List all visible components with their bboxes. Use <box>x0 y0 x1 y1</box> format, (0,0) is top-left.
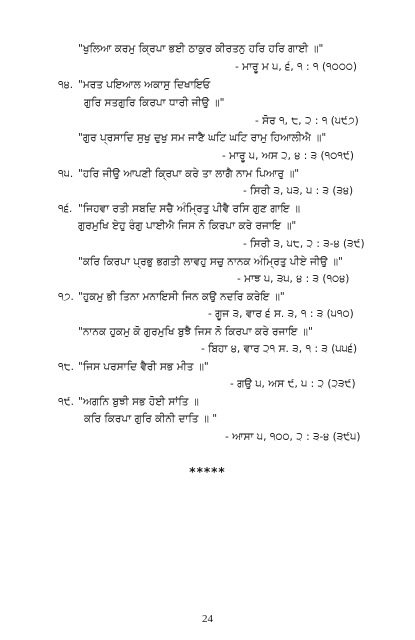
quote-line: ਗੁਰਮੁਖਿ ਏਹੁ ਰੰਗੁ ਪਾਈਐ ਜਿਸ ਨੋ ਕਿਰਪਾ ਕਰੇ ਰਜਾਇ ॥" <box>78 220 297 232</box>
quote-line: "ਗੁਰ ਪ੍ਰਸਾਦਿ ਸੁਖੁ ਦੁਖੁ ਸਮ ਜਾਣੈ ਘਟਿ ਘਟਿ ਰਾਮੁ ਹਿਆਲੀਐ ॥" <box>78 132 327 144</box>
quote-line: "ਅਗਨਿ ਬੁਝੀ ਸਭ ਹੋਈ ਸਾਂਤਿ ॥ <box>78 396 199 408</box>
quote-line: "ਖੁਲਿਆ ਕਰਮੁ ਕ੍ਰਿਪਾ ਭਈ ਠਾਕੁਰ ਕੀਰਤਨੁ ਹਰਿ ਹਰਿ ਗਾਈ ॥" <box>78 43 324 55</box>
quote-line: "ਜਿਹਵਾ ਰਤੀ ਸਬਦਿ ਸਚੈ ਅੰਮ੍ਰਿਤੁ ਪੀਵੈ ਰਸਿ ਗੁਣ ਗਾਇ ॥ <box>78 203 301 215</box>
entry-number: ੧੮. <box>58 361 74 373</box>
quote-line: ਗੁਰਿ ਸਤਗੁਰਿ ਕਿਰਪਾ ਧਾਰੀ ਜੀਉ ॥" <box>84 97 225 109</box>
entry-number: ੧੪. <box>58 79 74 91</box>
entry-number: ੧੭. <box>58 291 74 303</box>
quote-line: "ਹਰਿ ਜੀਉ ਆਪਣੀ ਕ੍ਰਿਪਾ ਕਰੇ ਤਾ ਲਾਗੈ ਨਾਮ ਪਿਆਰੁ ॥" <box>78 168 300 180</box>
quote-reference: - ਗਉ ੫, ਅਸ ੯, ੫ : ੨ (੨੩੯) <box>230 378 356 390</box>
quote-line: "ਕਰਿ ਕਿਰਪਾ ਪ੍ਰਭੁ ਭਗਤੀ ਲਾਵਹੁ ਸਚੁ ਨਾਨਕ ਅੰਮ੍ਰਿਤੁ ਪੀਏ ਜੀਉ ॥" <box>78 256 343 268</box>
quote-reference: - ਗੂਜ ੩, ਵਾਰ ੬ ਸ. ੩, ੧ : ੩ (੫੧੦) <box>208 308 354 320</box>
quote-reference: - ਮਾਰੂ ਮ ੫, ੬, ੧ : ੧ (੧੦੦੦) <box>235 61 358 73</box>
quote-line: "ਜਿਸ ਪਰਸਾਦਿ ਵੈਰੀ ਸਭ ਮੀਤ ॥" <box>78 361 209 373</box>
quote-line: "ਮਰਤ ਪਇਆਲ ਅਕਾਸੁ ਦਿਖਾਇਓ <box>78 79 211 91</box>
quote-reference: - ਮਾਝ ੫, ੩੫, ੪ : ੩ (੧੦੪) <box>237 273 350 285</box>
section-separator: ***** <box>189 465 226 479</box>
entry-number: ੧੯. <box>58 396 74 408</box>
quote-reference: - ਮਾਰੂ ੫, ਅਸ ੨, ੪ : ੩ (੧੦੧੯) <box>222 150 354 162</box>
quote-line: ਕਰਿ ਕਿਰਪਾ ਗੁਰਿ ਕੀਨੀ ਦਾਤਿ ॥ " <box>84 413 218 425</box>
page-number: 24 <box>202 613 213 625</box>
quote-line: "ਹੁਕਮੁ ਭੀ ਤਿਨਾ ਮਨਾਇਸੀ ਜਿਨ ਕਉ ਨਦਰਿ ਕਰੇਇ ॥" <box>78 291 285 303</box>
quote-reference: - ਸੋਰ ੧, ੮, ੨ : ੧ (੫੯੭) <box>255 115 359 127</box>
quote-reference: - ਸਿਰੀ ੩, ੫੩, ੫ : ੩ (੩੪) <box>243 185 354 197</box>
entry-number: ੧੫. <box>58 168 74 180</box>
quote-reference: - ਬਿਹਾ ੪, ਵਾਰ ੨੧ ਸ. ੩, ੧ : ੩ (੫੫੬) <box>201 343 358 355</box>
entry-number: ੧੬. <box>58 203 73 215</box>
quote-line: "ਨਾਨਕ ਹੁਕਮੁ ਕੋ ਗੁਰਮੁਖਿ ਬੁਝੈ ਜਿਸ ਨੋ ਕਿਰਪਾ ਕਰੇ ਰਜਾਇ ॥" <box>78 326 313 338</box>
quote-reference: - ਆਸਾ ੫, ੧੦੦, ੨ : ੩-੪ (੩੯੫) <box>225 431 361 443</box>
quote-reference: - ਸਿਰੀ ੩, ੫੮, ੨ : ੩-੪ (੩੯) <box>243 238 365 250</box>
